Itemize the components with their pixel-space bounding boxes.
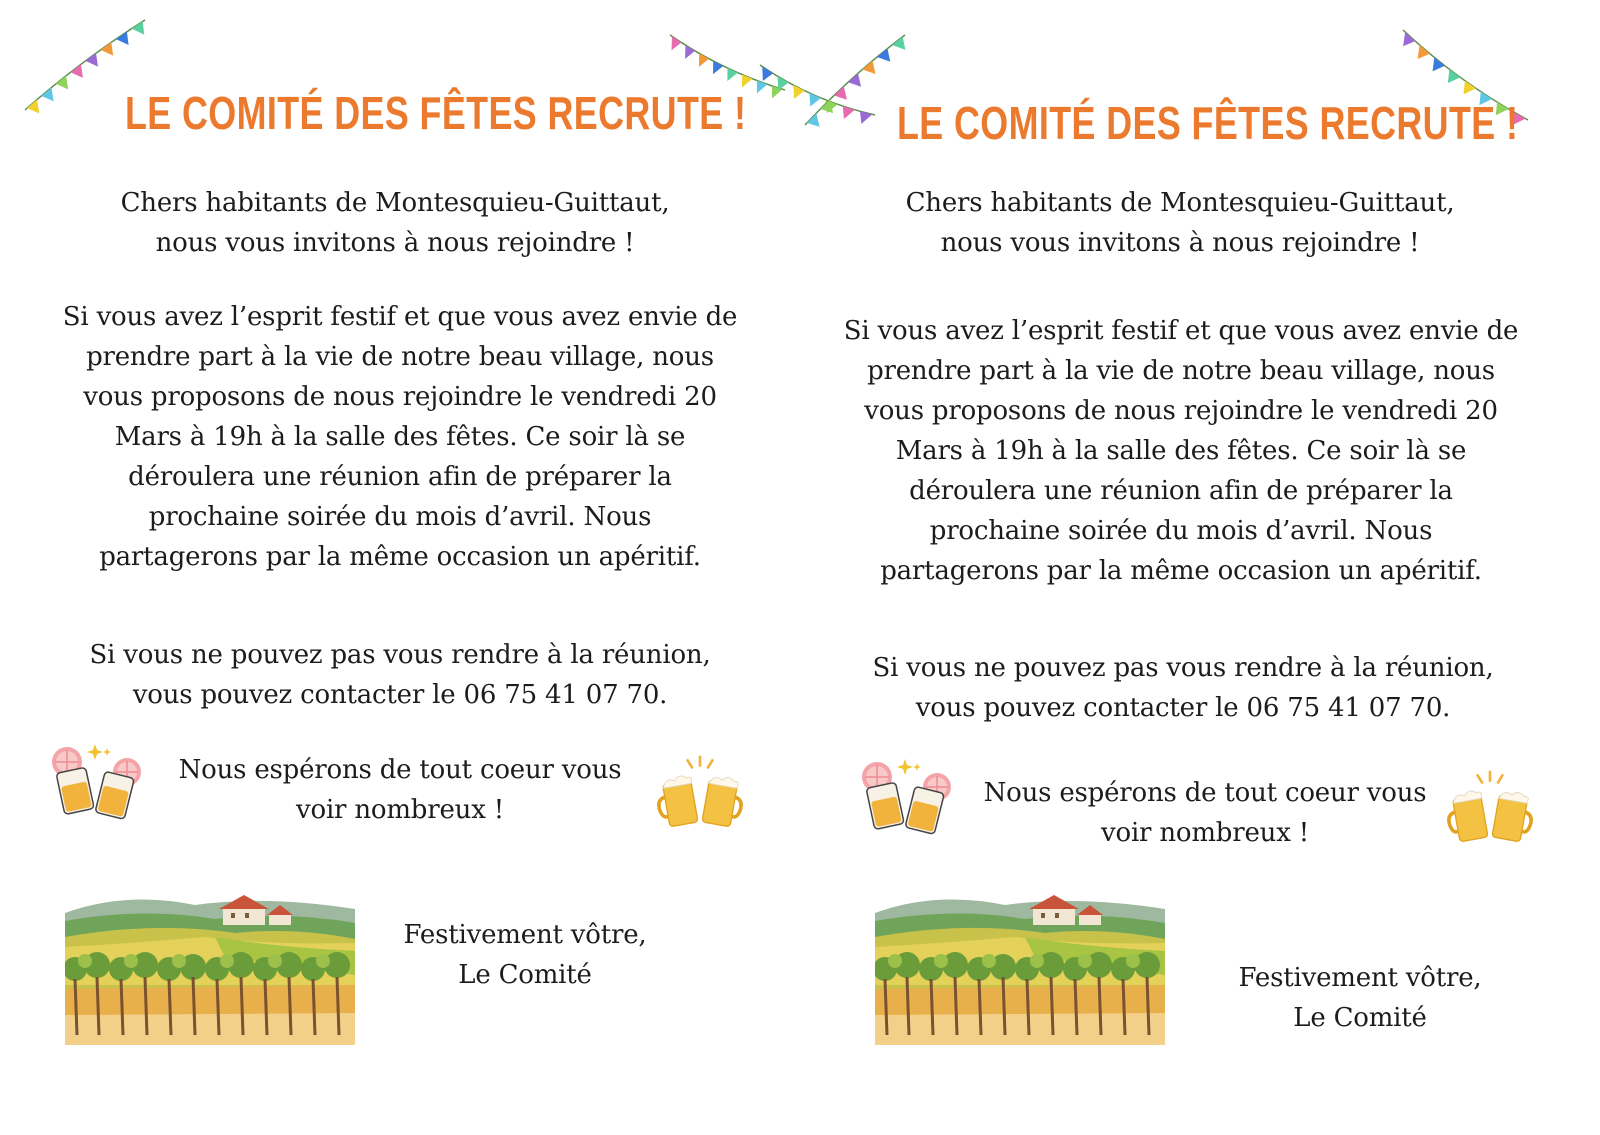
body-line: Si vous avez l’esprit festif et que vous avez envie de bbox=[62, 302, 738, 332]
beer-mugs-icon bbox=[655, 755, 745, 835]
hope-line: voir nombreux ! bbox=[1101, 818, 1309, 848]
contact-line: Si vous ne pouvez pas vous rendre à la réunion, bbox=[872, 653, 1494, 683]
signature bbox=[1210, 958, 1510, 1038]
body-paragraph bbox=[800, 311, 1562, 591]
body-line: prochaine soirée du mois d’avril. Nous bbox=[929, 516, 1433, 546]
contact-line: vous pouvez contacter le 06 75 41 07 70. bbox=[132, 680, 668, 710]
body-line: Mars à 19h à la salle des fêtes. Ce soir là se bbox=[114, 422, 686, 452]
greeting-line: nous vous invitons à nous rejoindre ! bbox=[155, 228, 635, 258]
body-paragraph bbox=[0, 297, 800, 577]
page-title: LE COMITÉ DES FÊTES RECRUTE ! bbox=[897, 97, 1519, 149]
page-title: LE COMITÉ DES FÊTES RECRUTE ! bbox=[125, 87, 747, 139]
bunting-flag bbox=[101, 42, 114, 55]
signature-line: Festivement vôtre, bbox=[403, 920, 647, 950]
bunting-flag bbox=[56, 76, 68, 90]
cocktail-glasses-icon bbox=[45, 740, 145, 830]
cocktail-glasses-icon bbox=[855, 755, 955, 845]
body-line: vous proposons de nous rejoindre le vendredi 20 bbox=[864, 396, 1498, 426]
vineyard-landscape-image bbox=[875, 885, 1165, 1045]
bunting-flag bbox=[41, 87, 53, 101]
beer-mugs-icon bbox=[1445, 770, 1535, 850]
body-line: prendre part à la vie de notre beau village, nous bbox=[86, 342, 714, 372]
bunting-flag bbox=[85, 53, 97, 66]
contact-paragraph bbox=[0, 635, 800, 715]
signature-line: Le Comité bbox=[1293, 1003, 1427, 1033]
body-line: prochaine soirée du mois d’avril. Nous bbox=[148, 502, 652, 532]
greeting-line: nous vous invitons à nous rejoindre ! bbox=[940, 228, 1420, 258]
body-line: Si vous avez l’esprit festif et que vous avez envie de bbox=[843, 316, 1519, 346]
signature-line: Festivement vôtre, bbox=[1238, 963, 1482, 993]
body-line: vous proposons de nous rejoindre le vendredi 20 bbox=[83, 382, 717, 412]
bunting-flag bbox=[1463, 81, 1476, 95]
hope-line: voir nombreux ! bbox=[296, 795, 504, 825]
contact-paragraph bbox=[800, 648, 1566, 728]
bunting-icon bbox=[800, 30, 910, 135]
greeting bbox=[0, 183, 790, 263]
greeting bbox=[800, 183, 1560, 263]
bunting-flag bbox=[762, 67, 773, 81]
greeting-line: Chers habitants de Montesquieu-Guittaut, bbox=[120, 188, 670, 218]
hope-line: Nous espérons de tout coeur vous bbox=[983, 778, 1427, 808]
body-line: prendre part à la vie de notre beau village, nous bbox=[867, 356, 1495, 386]
body-line: partagerons par la même occasion un apéritif. bbox=[99, 542, 701, 572]
hope-paragraph bbox=[150, 750, 650, 830]
bunting-flag bbox=[132, 22, 145, 35]
bunting-flag bbox=[1448, 69, 1460, 83]
contact-line: vous pouvez contacter le 06 75 41 07 70. bbox=[915, 693, 1451, 723]
bunting-flag bbox=[116, 32, 129, 45]
bunting-flag bbox=[71, 64, 83, 78]
signature bbox=[380, 915, 670, 995]
body-line: partagerons par la même occasion un apéritif. bbox=[880, 556, 1482, 586]
bunting-flag bbox=[778, 76, 789, 90]
contact-line: Si vous ne pouvez pas vous rendre à la réunion, bbox=[89, 640, 711, 670]
hope-paragraph bbox=[960, 773, 1450, 853]
vineyard-landscape-image bbox=[65, 885, 355, 1045]
flyer-right bbox=[800, 0, 1600, 1135]
body-line: Mars à 19h à la salle des fêtes. Ce soir là se bbox=[895, 436, 1467, 466]
greeting-line: Chers habitants de Montesquieu-Guittaut, bbox=[905, 188, 1455, 218]
bunting-flag bbox=[1433, 57, 1445, 71]
signature-line: Le Comité bbox=[458, 960, 592, 990]
body-line: déroulera une réunion afin de préparer la bbox=[128, 462, 672, 492]
hope-line: Nous espérons de tout coeur vous bbox=[178, 755, 622, 785]
body-line: déroulera une réunion afin de préparer la bbox=[909, 476, 1453, 506]
